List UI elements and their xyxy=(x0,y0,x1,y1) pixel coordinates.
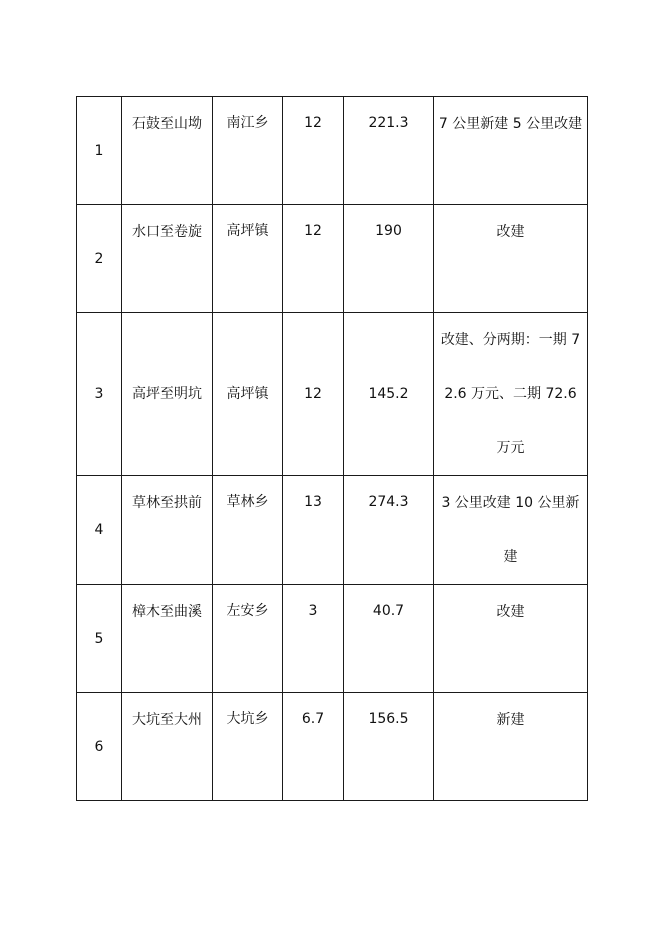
road-length: 3 xyxy=(283,585,344,693)
township: 高坪镇 xyxy=(213,313,283,476)
table-row xyxy=(77,476,588,585)
construction-note: 3 公里改建 10 公里新建 xyxy=(434,476,588,585)
construction-note: 改建、分两期：一期 72.6 万元、二期 72.6 万元 xyxy=(434,313,588,476)
road-name: 石鼓至山坳 xyxy=(122,97,213,205)
road-name: 大坑至大州 xyxy=(122,693,213,801)
row-index: 2 xyxy=(77,205,122,313)
table-row xyxy=(77,693,588,801)
table-row xyxy=(77,205,588,313)
road-name: 高坪至明坑 xyxy=(122,313,213,476)
table-row xyxy=(77,313,588,476)
road-name: 樟木至曲溪 xyxy=(122,585,213,693)
row-index: 4 xyxy=(77,476,122,585)
township: 南江乡 xyxy=(213,97,283,205)
road-length: 12 xyxy=(283,313,344,476)
row-index: 5 xyxy=(77,585,122,693)
township: 高坪镇 xyxy=(213,205,283,313)
table-row xyxy=(77,585,588,693)
row-index: 1 xyxy=(77,97,122,205)
investment: 221.3 xyxy=(344,97,434,205)
investment: 156.5 xyxy=(344,693,434,801)
road-length: 12 xyxy=(283,205,344,313)
table-row xyxy=(77,97,588,205)
construction-note: 7 公里新建 5 公里改建 xyxy=(434,97,588,205)
investment: 190 xyxy=(344,205,434,313)
road-name: 草林至拱前 xyxy=(122,476,213,585)
construction-note: 改建 xyxy=(434,205,588,313)
township: 左安乡 xyxy=(213,585,283,693)
row-index: 6 xyxy=(77,693,122,801)
road-length: 13 xyxy=(283,476,344,585)
construction-note: 改建 xyxy=(434,585,588,693)
investment: 40.7 xyxy=(344,585,434,693)
road-project-table xyxy=(76,96,588,801)
road-length: 6.7 xyxy=(283,693,344,801)
row-index: 3 xyxy=(77,313,122,476)
township: 草林乡 xyxy=(213,476,283,585)
construction-note: 新建 xyxy=(434,693,588,801)
road-name: 水口至卷旋 xyxy=(122,205,213,313)
investment: 145.2 xyxy=(344,313,434,476)
township: 大坑乡 xyxy=(213,693,283,801)
investment: 274.3 xyxy=(344,476,434,585)
road-length: 12 xyxy=(283,97,344,205)
